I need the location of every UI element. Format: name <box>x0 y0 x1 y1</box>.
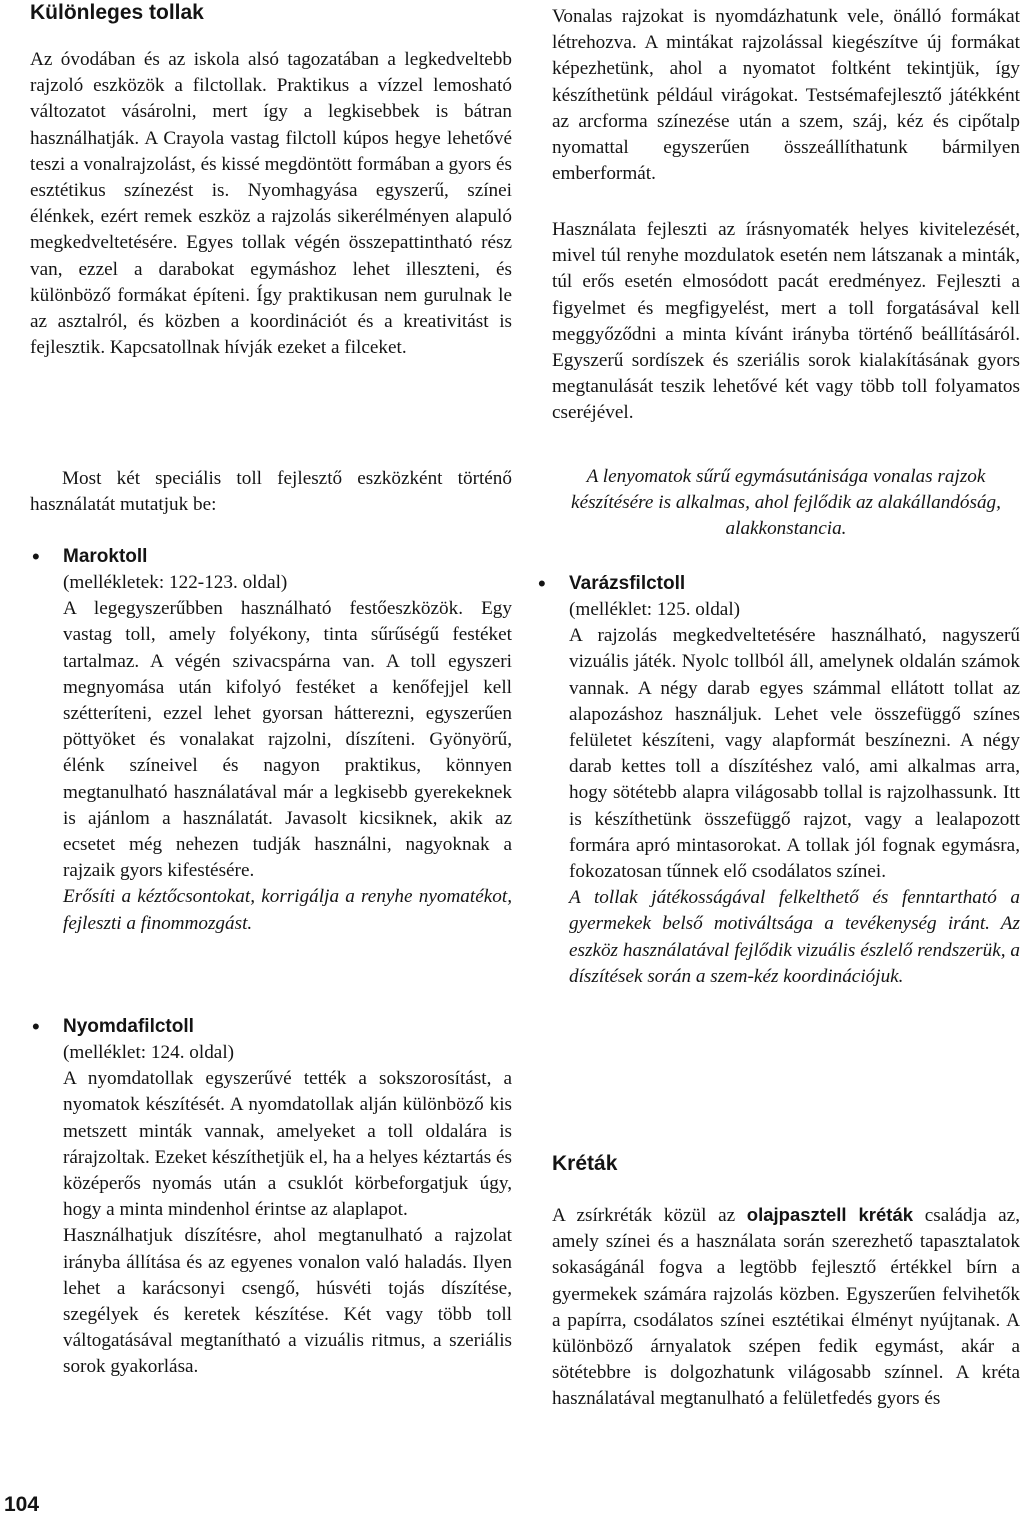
page-number: 104 <box>4 1493 40 1516</box>
item-title-nyomdafilctoll: Nyomdafilctoll <box>63 1016 194 1037</box>
section-heading-kulonleges-tollak: Különleges tollak <box>30 1 204 24</box>
list-item-nyomdafilctoll <box>30 1014 512 1381</box>
section-heading-kretak: Kréták <box>552 1152 618 1175</box>
kretak-paragraph <box>552 1202 1020 1413</box>
kretak-bold-term: olajpasztell kréták <box>746 1204 914 1225</box>
continued-paragraph-1: Vonalas rajzokat is nyomdázhatunk vele, önálló formákat létrehozva. A mintákat rajzolással kiegészítve új formákat képezhetünk, ahol a nyomatot foltként tekintjük, így készíthetünk például virágokat. Testsémafejlesztő játékként az arcforma színezése után a szem, száj, kéz és cipőtalp nyomattal egyszerűen összeállíthatunk bármilyen emberformát. <box>552 6 1020 185</box>
bullet-icon: • <box>32 544 40 569</box>
item-body-maroktoll: A legegyszerűbben használható festőeszközök. Egy vastag toll, amely folyékony, tinta sűrűségű festéket tartalmaz. A végén szivacspárna van. A toll egyszeri megnyomása után kifolyó festéket a kenőfejjel kell szétteríteni, ezzel lehet gyorsan hátterezni, egyszerűen pöttyöket és vonalakat rajzolni, díszíteni. Gyönyörű, élénk színeivel és nagyon praktikus, könnyen megtanulható használatával már a legkisebb gyerekeknek is ajánlom a használatát. Javasolt kicsiknek, akik az ecsetet még nehezen tudják használni, nagyoknak a rajzaik gyors kifestésére. <box>63 598 512 882</box>
kretak-text-post: családja az, amely színei és a használata során szerezhető tapasztalatok sokaságánál fogva a legtöbb fejlesztő értékkel bírn a gyermekek számára rajzolás közben. Egyszerűen felvihetők a papírra, csodálatos színei esztétikai élményt nyújtanak. A különböző árnyalatok szépen fedik egymást, akár a sötétebbre is dolgozhatunk világosabb színnel. A kréta használatával megtanulható a felületfedés gyors és <box>552 1205 1020 1410</box>
bullet-icon: • <box>32 1014 40 1039</box>
item-ref-maroktoll: (mellékletek: 122-123. oldal) <box>63 572 288 593</box>
continued-paragraph-2: Használata fejleszti az írásnyomaték helyes kivitelezését, mivel túl renyhe mozdulatok esetén nem látszanak a minták, túl erős esetén elmosódott pacát eredményez. Fejleszti a figyelmet és megfigyelést, mert a toll forgatásával kell meggyőződni a minta kívánt irányba történő beállításáról. Egyszerű sordíszek és szeriális sorok kialakításának gyors megtanulását teszik lehetővé két vagy több toll folyamatos cseréjével. <box>552 219 1020 424</box>
item-italic-varazsfilctoll: A tollak játékosságával felkelthető és fenntartható a gyermekek belső motiváltsága a tevékenység iránt. Az eszköz használatával fejlődik vizuális észlelő rendszerük, a díszítések során a szem-kéz koordinációjuk. <box>569 887 1020 987</box>
list-item-varazsfilctoll <box>536 571 1020 990</box>
kretak-text-pre: A zsírkréták közül az <box>552 1205 747 1226</box>
item-ref-varazsfilctoll: (melléklet: 125. oldal) <box>569 599 741 620</box>
item-italic-maroktoll: Erősíti a kéztőcsontokat, korrigálja a renyhe nyomatékot, fejleszti a finommozgást. <box>63 886 512 934</box>
item-body-varazsfilctoll: A rajzolás megkedveltetésére használható, nagyszerű vizuális játék. Nyolc tollból áll, amelynek oldalán számok vannak. A négy darab egyes számmal ellátott tollat az alapozáshoz használjuk. Lehet vele összefüggő színes felületet készíteni, vagy alapformát beszínezni. A négy darab kettes toll a díszítéshez való, ami alkalmas arra, hogy sötétebb alapra világosabb tollal is rajzolhassunk. Itt is készíthetünk összefüggő rajzot, vagy a lealapozott formára apró mintasorokat. A tollak jól fognak egymásra, fokozatosan tűnnek elő csodálatos színei. <box>569 625 1020 883</box>
intro-paragraph: Az óvodában és az iskola alsó tagozatában a legkedveltebb rajzoló eszközök a filctollak. Praktikus a vízzel lemosható változatot vásárolni, mert így a legkisebbek is bátran használhatják. A Crayola vastag filctoll kúpos hegye lehetővé teszi a vonalrajzolást, és kissé megdöntött formában a gyors és esztétikus színezést is. Nyomhagyása egyszerű, színei élénkek, ezért remek eszköz a rajzolás sikerélményen alapuló megkedveltetésére. Egyes tollak végén összepattintható rész van, ezzel a darabokat egymáshoz lehet illeszteni, és különböző formákat építeni. Így praktikusan nem gurulnak le az asztalról, és közben a koordinációt és a kreativitást is fejlesztik. Kapcsatollnak hívják ezeket a filceket. <box>30 49 512 359</box>
item-body1-nyomdafilctoll: A nyomdatollak egyszerűvé tették a sokszorosítást, a nyomatok készítését. A nyomdatollak alján különböző kis metszett minták vannak, amelyeket a toll oldalára is rárajzoltak. Ezeket készíthetjük el, ha a helyes kéztartás és középerős nyomás után a csuklót körbeforgatjuk úgy, hogy a minta mindenhol érintse az alaplapot. <box>63 1068 512 1221</box>
list-item-maroktoll <box>30 544 512 937</box>
item-title-maroktoll: Maroktoll <box>63 546 148 567</box>
bullet-icon: • <box>538 571 546 596</box>
item-ref-nyomdafilctoll: (melléklet: 124. oldal) <box>63 1042 235 1063</box>
lead-paragraph: Most két speciális toll fejlesztő eszközként történő használatát mutatjuk be: <box>30 468 512 516</box>
item-title-varazsfilctoll: Varázsfilctoll <box>569 573 686 594</box>
continued-italic: A lenyomatok sűrű egymásutánisága vonalas rajzok készítésére is alkalmas, ahol fejlődik az alakállandóság, alakkonstancia. <box>571 466 1001 540</box>
item-body2-nyomdafilctoll: Használhatjuk díszítésre, ahol megtanulható a rajzolat irányba állítása és az egyenes vonalon való haladás. Ilyen lehet a karácsonyi csengő, húsvéti tojás díszítése, szegélyek és keretek készítése. Két vagy több toll váltogatásával megtanítható a vizuális ritmus, a szeriális sorok gyakorlása. <box>63 1225 512 1378</box>
